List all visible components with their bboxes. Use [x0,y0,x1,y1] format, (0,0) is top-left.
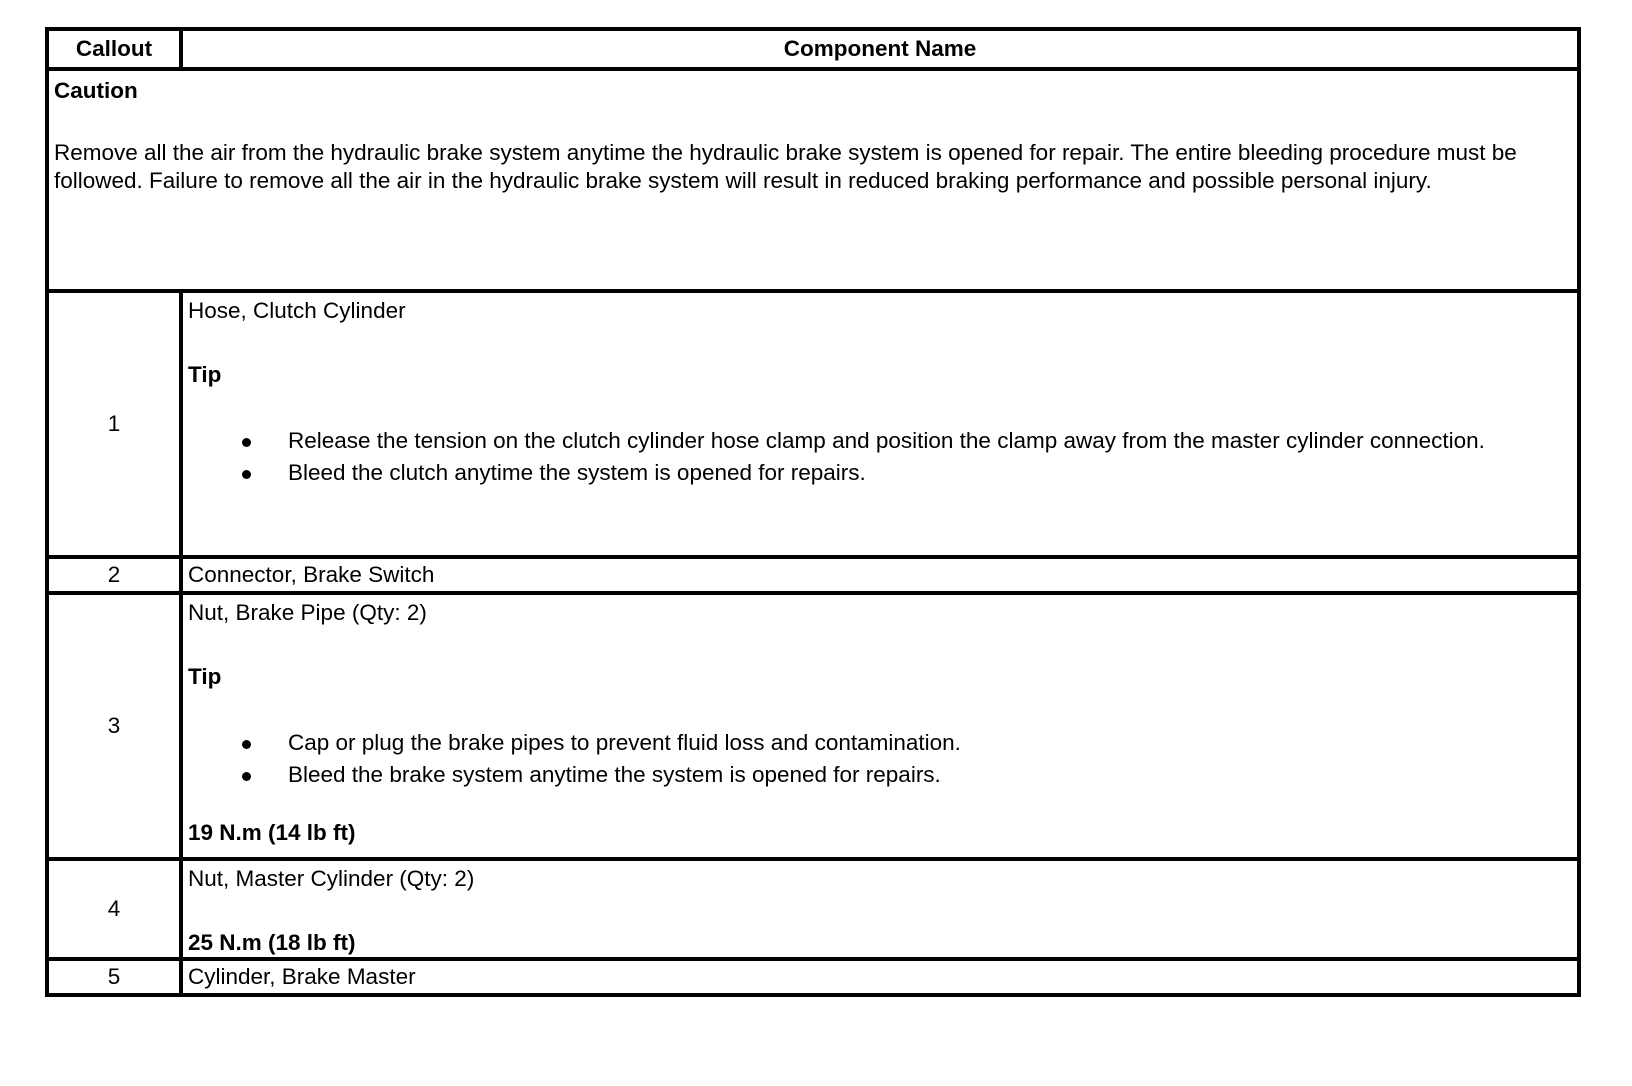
callout-number: 3 [47,593,181,859]
component-cell [181,959,1579,995]
callout-number: 1 [47,291,181,557]
table-row [47,593,1579,859]
components-table [45,27,1581,997]
tip-list [188,729,1572,789]
component-cell [181,291,1579,557]
torque-spec: 19 N.m (14 lb ft) [188,820,356,845]
component-name-column-header: Component Name [181,29,1579,69]
component-name: Hose, Clutch Cylinder [188,298,406,323]
table-header-row [47,29,1579,69]
table-row [47,959,1579,995]
table-row [47,557,1579,593]
component-cell [181,859,1579,959]
caution-row [47,69,1579,291]
tip-list [188,427,1572,487]
callout-number: 5 [47,959,181,995]
component-name: Nut, Brake Pipe (Qty: 2) [188,600,427,625]
tip-label: Tip [188,664,222,689]
tip-item: Release the tension on the clutch cylinder hose clamp and position the clamp away from the master cylinder connection. [288,427,1572,455]
component-name: Connector, Brake Switch [188,562,435,587]
callout-number: 2 [47,557,181,593]
component-name: Cylinder, Brake Master [188,964,416,989]
torque-spec: 25 N.m (18 lb ft) [188,930,356,955]
callout-number: 4 [47,859,181,959]
table-row [47,859,1579,959]
component-name: Nut, Master Cylinder (Qty: 2) [188,866,475,891]
callout-column-header: Callout [47,29,181,69]
tip-item: Bleed the brake system anytime the system is opened for repairs. [288,761,1572,789]
table-row [47,291,1579,557]
tip-item: Cap or plug the brake pipes to prevent fluid loss and contamination. [288,729,1572,757]
caution-title: Caution [54,78,138,103]
tip-item: Bleed the clutch anytime the system is opened for repairs. [288,459,1572,487]
caution-cell [47,69,1579,291]
caution-text: Remove all the air from the hydraulic brake system anytime the hydraulic brake system is opened for repair. The entire bleeding procedure must be followed. Failure to remove all the air in the hydraulic brake system will result in reduced braking performance and possible personal injury. [54,140,1517,193]
tip-label: Tip [188,362,222,387]
component-cell [181,557,1579,593]
component-cell [181,593,1579,859]
